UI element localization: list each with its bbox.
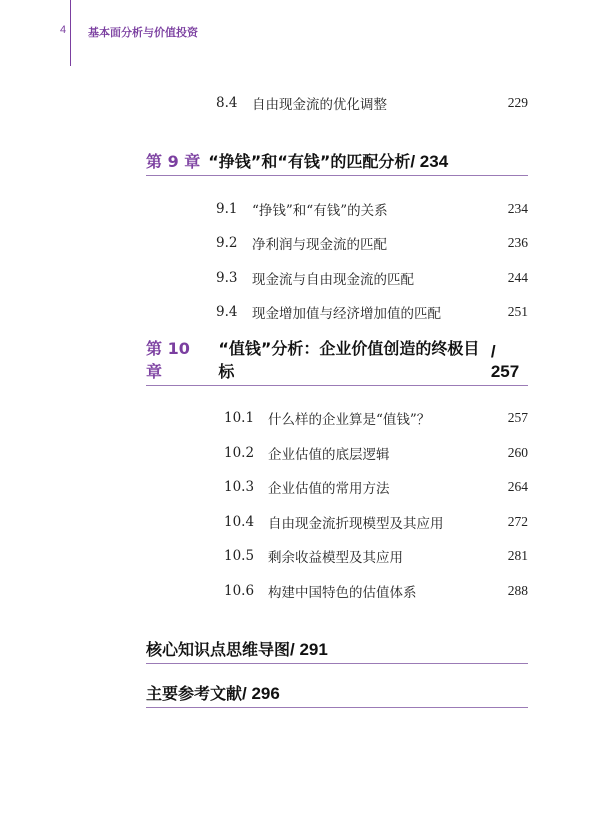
references-title: 主要参考文献: [146, 684, 243, 703]
page-number: 4: [60, 24, 67, 36]
toc-entry-10-5[interactable]: [224, 546, 528, 566]
section-number: 10.4: [224, 514, 255, 530]
book-title: 基本面分析与价值投资: [88, 26, 198, 39]
mindmap-heading[interactable]: [146, 634, 528, 664]
toc-entry-10-6[interactable]: [224, 581, 528, 601]
toc-entry-8-4[interactable]: [216, 93, 528, 113]
section-page: 272: [507, 514, 528, 529]
toc-entry-10-2[interactable]: [224, 443, 528, 463]
section-number: 10.2: [224, 445, 255, 461]
section-title: 构建中国特色的估值体系: [268, 585, 417, 601]
section-number: 8.4: [216, 95, 238, 111]
toc-entry-9-1[interactable]: [216, 199, 528, 219]
references-page: / 296: [242, 684, 280, 703]
chapter-page: / 257: [490, 342, 520, 381]
section-page: 260: [507, 445, 528, 460]
section-title: 自由现金流折现模型及其应用: [268, 516, 444, 532]
section-page: 251: [507, 304, 528, 319]
references-heading[interactable]: [146, 678, 528, 708]
chapter-10-heading[interactable]: [146, 339, 528, 386]
chapter-title: “值钱”分析：企业价值创造的终极目标: [218, 339, 480, 381]
toc-entry-9-2[interactable]: [216, 233, 528, 253]
section-title: 现金增加值与经济增加值的匹配: [252, 306, 441, 322]
section-number: 10.6: [224, 583, 255, 599]
section-title: 企业估值的常用方法: [268, 481, 390, 497]
header-divider: [70, 0, 71, 66]
mindmap-title: 核心知识点思维导图: [146, 640, 291, 659]
toc-entry-9-4[interactable]: [216, 302, 528, 322]
section-page: 281: [507, 548, 528, 563]
chapter-label: 第 9 章: [146, 152, 201, 171]
toc-entry-10-1[interactable]: [224, 408, 528, 428]
section-title: 什么样的企业算是“值钱”？: [268, 412, 431, 428]
section-title: 剩余收益模型及其应用: [268, 550, 403, 566]
section-number: 9.2: [216, 235, 238, 251]
section-page: 236: [507, 235, 528, 250]
chapter-page: / 234: [410, 152, 449, 171]
section-page: 234: [507, 201, 528, 216]
toc-entry-9-3[interactable]: [216, 268, 528, 288]
section-number: 10.5: [224, 548, 255, 564]
chapter-9-heading[interactable]: [146, 146, 528, 176]
chapter-title: “挣钱”和“有钱”的匹配分析: [208, 152, 411, 171]
toc-entry-10-3[interactable]: [224, 477, 528, 497]
section-page: 257: [507, 410, 528, 425]
section-number: 10.1: [224, 410, 255, 426]
section-title: 企业估值的底层逻辑: [268, 447, 390, 463]
section-page: 264: [507, 479, 528, 494]
section-title: 净利润与现金流的匹配: [252, 237, 387, 253]
section-number: 9.4: [216, 304, 238, 320]
mindmap-page: / 291: [290, 640, 328, 659]
section-title: “挣钱”和“有钱”的关系: [252, 203, 388, 219]
section-page: 288: [507, 583, 528, 598]
running-header: [0, 0, 613, 70]
chapter-label: 第 10 章: [146, 339, 190, 381]
section-page: 244: [507, 270, 528, 285]
section-page: 229: [507, 95, 528, 110]
section-number: 9.3: [216, 270, 238, 286]
section-number: 10.3: [224, 479, 255, 495]
toc-entry-10-4[interactable]: [224, 512, 528, 532]
section-number: 9.1: [216, 201, 238, 217]
section-title: 自由现金流的优化调整: [252, 97, 387, 113]
section-title: 现金流与自由现金流的匹配: [252, 272, 414, 288]
